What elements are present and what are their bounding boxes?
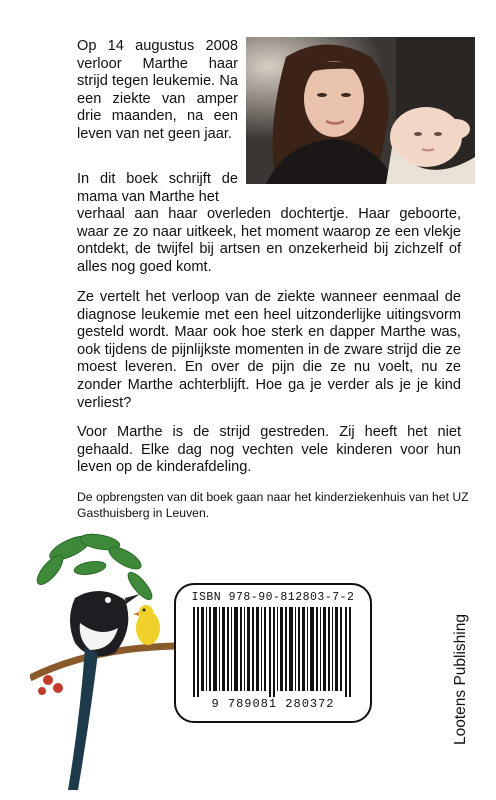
isbn-label: ISBN 978-90-812803-7-2 <box>191 591 355 604</box>
paragraph-2-continued: verhaal aan haar overleden dochtertje. Haar geboorte, waar ze zo naar uitkeek, het moment waarop ze een vlekje ontdekt, de twijfel bij artsen en onzekerheid bij zichzelf of alles nog goed komt. <box>77 206 461 275</box>
paragraph-3: Ze vertelt het verloop van de ziekte wanneer eenmaal de diagnose leukemie met een heel uitzonderlijke uitingsvorm gesteld wordt. Maar ook hoe sterk en dapper Marthe was, ook tijdens de pijnlijkste momenten in de zware strijd die ze moest leveren. En over de pijn die ze nu voelt, nu ze zonder Marthe achterblijft. Hoe ga je verder als je je kind verliest? <box>77 289 461 411</box>
paragraph-4: Voor Marthe is de strijd gestreden. Zij heeft het niet gehaald. Elke dag nog vechten vele kinderen voor hun leven op de kinderafdeling. <box>77 424 461 476</box>
isbn-barcode <box>174 583 372 723</box>
intro-paragraph: Op 14 augustus 2008 verloor Marthe haar strijd tegen leukemie. Na een ziekte van amper drie maanden, na een leven van net geen jaar. <box>77 38 238 142</box>
barcode-bars <box>193 607 353 697</box>
mother-baby-photo <box>246 37 475 184</box>
publisher-name: Lootens Publishing <box>452 614 469 745</box>
paragraph-2-start: In dit boek schrijft de mama van Marthe het <box>77 171 238 205</box>
barcode-digits: 9 789081 280372 <box>211 697 335 711</box>
proceeds-note: De opbrengsten van dit boek gaan naar het kinderziekenhuis van het UZ Gasthuisberg in Leuven. <box>77 490 469 520</box>
magpie-illustration <box>30 528 175 790</box>
